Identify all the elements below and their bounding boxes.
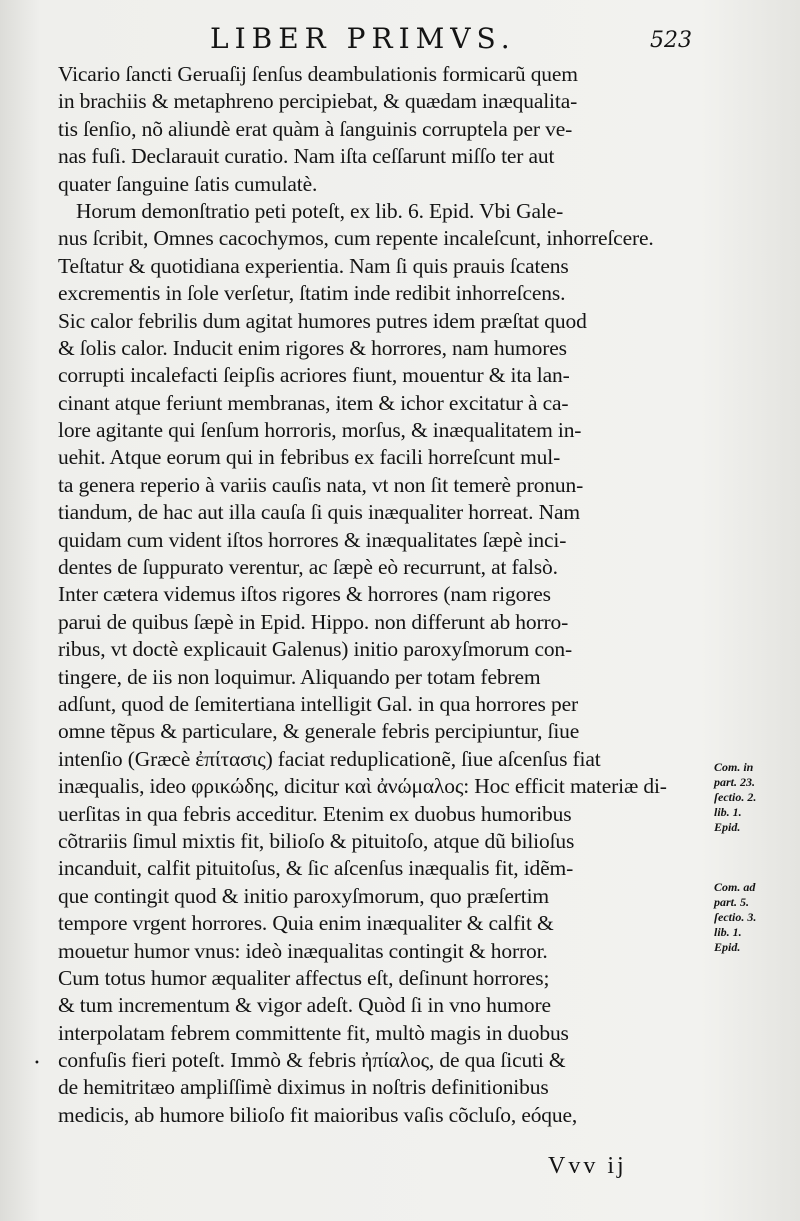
text-line: quater ſanguine ſatis cumulatè. [58,171,318,196]
text-line: Vicario ſancti Geruaſij ſenſus deambulationis formicarũ quem [58,62,578,86]
margin-dot: • [34,1058,40,1069]
text-line: Sic calor febrilis dum agitat humores putres idem præſtat quod [58,308,587,333]
running-head: LIBER PRIMVS. [210,22,516,55]
margin-note-line: Epid. [714,940,741,954]
margin-note-line: lib. 1. [714,805,742,819]
margin-note-1 [714,760,800,835]
text-line: incanduit, calfit pituitoſus, & ſic aſcenſus inæqualis fit, idẽm- [58,856,574,881]
signature-mark: Vvv ij [548,1153,627,1179]
margin-note-line: ſectio. 2. [714,790,757,804]
text-line: confuſis fieri poteſt. Immò & febris ἠπίαλος, de qua ſicuti & [58,1048,566,1073]
margin-note-line: Epid. [714,820,741,834]
page-header [0,18,800,58]
text-line: mouetur humor vnus: ideò inæqualitas contingit & horror. [58,938,548,963]
text-line: inæqualis, ideo φρικώδης, dicitur καὶ ἀνώμαλος: Hoc efficit materiæ di- [58,774,667,799]
text-line: Inter cætera videmus iſtos rigores & horrores (nam rigores [58,582,551,607]
page-number: 523 [650,28,692,53]
text-line: quidam cum vident iſtos horrores & inæqualitates ſæpè inci- [58,527,567,552]
margin-note-line: Com. ad [714,880,756,894]
text-line: corrupti incalefacti ſeipſis acriores fiunt, mouentur & ita lan- [58,363,570,388]
text-line: tempore vrgent horrores. Quia enim inæqualiter & calfit & [58,911,554,936]
text-line: nas fuſi. Declarauit curatio. Nam iſta ceſſarunt miſſo ter aut [58,144,555,169]
text-line: omne tẽpus & particulare, & generale febris percipiuntur, ſiue [58,719,580,744]
text-line: tingere, de iis non loquimur. Aliquando per totam febrem [58,664,541,689]
text-line: tiandum, de hac aut illa cauſa ſi quis inæqualiter horreat. Nam [58,500,580,525]
text-line: Horum demonſtratio peti poteſt, ex lib. 6. Epid. Vbi Gale- [76,198,564,223]
text-line: cõtrariis ſimul mixtis fit, bilioſo & pituitoſo, atque dũ bilioſus [58,828,575,853]
margin-note-line: Com. in [714,760,754,774]
text-line: de hemitritæo ampliſſimè diximus in noſtris definitionibus [58,1075,549,1100]
text-line: & ſolis calor. Inducit enim rigores & horrores, nam humores [58,335,567,360]
text-line: uerſitas in qua febris acceditur. Etenim ex duobus humoribus [58,801,572,826]
text-line: intenſio (Græcè ἐπίτασις) faciat reduplicationẽ, ſiue aſcenſus fiat [58,746,601,771]
text-line: Cum totus humor æqualiter affectus eſt, deſinunt horrores; [58,965,550,990]
text-line: dentes de ſuppurato verentur, ac ſæpè eò recurrunt, at falsò. [58,555,558,580]
text-line: Teſtatur & quotidiana experientia. Nam ſi quis prauis ſcatens [58,253,569,278]
text-line: uehit. Atque eorum qui in febribus ex facili horreſcunt mul- [58,445,561,470]
text-line: que contingit quod & initio paroxyſmorum, quo præſertim [58,883,549,908]
body-text [58,61,708,1129]
text-line: medicis, ab humore bilioſo fit maioribus vaſis cõcluſo, eóque, [58,1102,578,1127]
margin-note-line: lib. 1. [714,925,742,939]
text-line: ribus, vt doctè explicauit Galenus) initio paroxyſmorum con- [58,637,573,662]
text-line: & tum incrementum & vigor adeſt. Quòd ſi in vno humore [58,993,551,1018]
text-line: parui de quibus ſæpè in Epid. Hippo. non differunt ab horro- [58,609,569,634]
text-line: ta genera reperio à variis cauſis nata, vt non ſit temerè pronun- [58,472,584,497]
text-line: interpolatam febrem committente fit, multò magis in duobus [58,1020,569,1045]
text-line: tis ſenſio, nõ aliundè erat quàm à ſanguinis corruptela per ve- [58,116,573,141]
text-line: excrementis in ſole verſetur, ſtatim inde redibit inhorreſcens. [58,281,566,306]
margin-note-2 [714,880,800,955]
text-line: nus ſcribit, Omnes cacochymos, cum repente incaleſcunt, inhorreſcere. [58,226,654,251]
margin-note-line: ſectio. 3. [714,910,757,924]
text-line: adſunt, quod de ſemitertiana intelligit Gal. in qua horrores per [58,691,578,716]
text-line: cinant atque feriunt membranas, item & ichor excitatur à ca- [58,390,569,415]
text-line: lore agitante qui ſenſum horroris, morſus, & inæqualitatem in- [58,418,582,443]
margin-note-line: part. 5. [714,895,750,909]
margin-note-line: part. 23. [714,775,756,789]
text-line: in brachiis & metaphreno percipiebat, & quædam inæqualita- [58,89,578,114]
